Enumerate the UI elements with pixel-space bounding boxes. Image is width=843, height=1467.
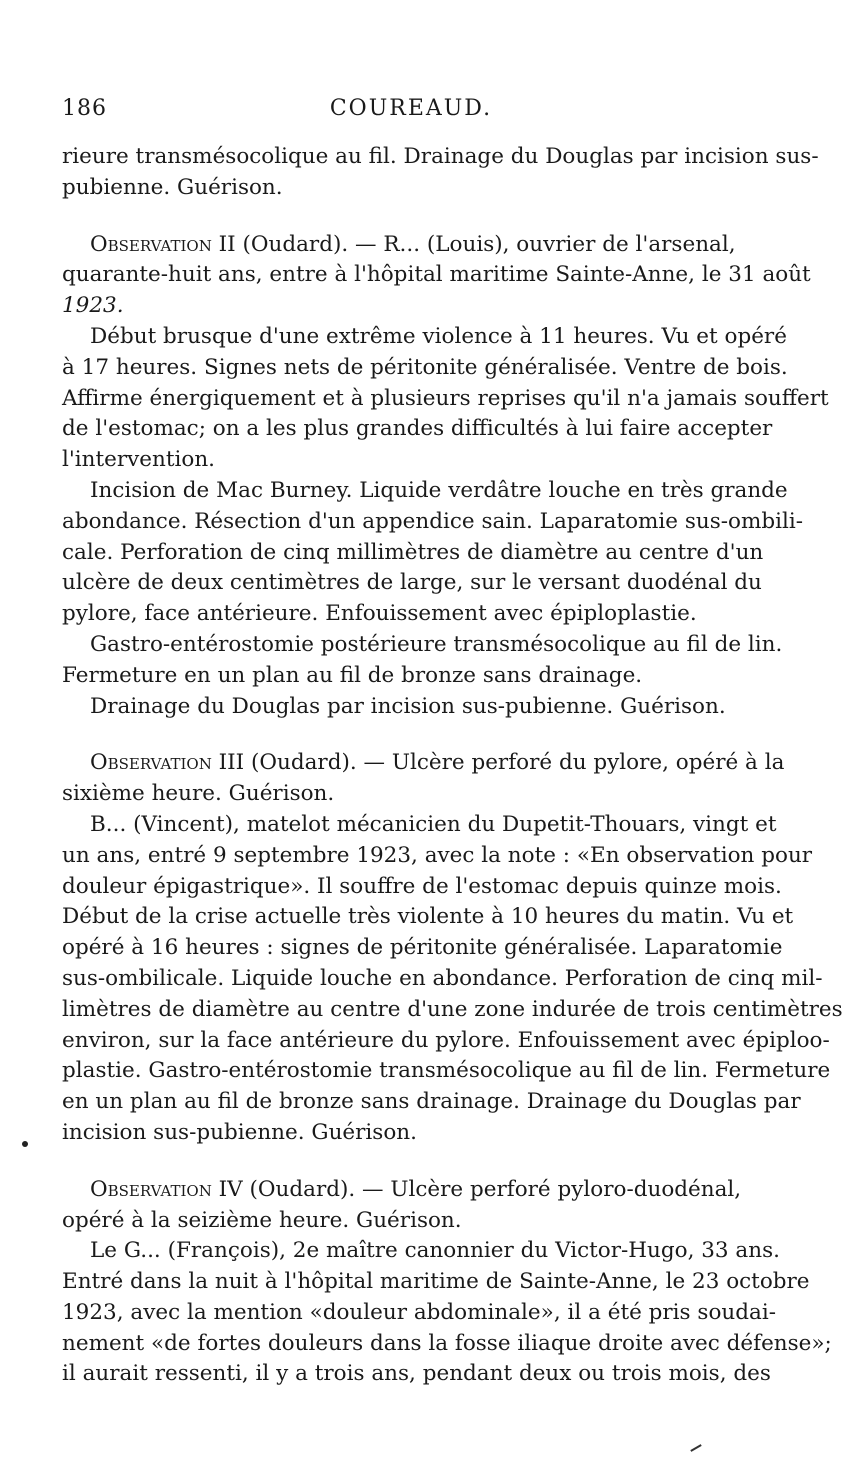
paragraph-gap [62,204,764,230]
pencil-mark [690,1444,701,1452]
page-body-text [62,142,843,1390]
text-line: Entré dans la nuit à l'hôpital maritime de Sainte-Anne, le 23 octobre [62,1269,810,1295]
text-line: 1923. [62,293,124,319]
text-line: pubienne. Guérison. [62,174,283,200]
paragraph-gap [62,722,764,748]
text-line: abondance. Résection d'un appendice sain. Laparatomie sus-ombili- [62,508,804,534]
page-number: 186 [62,96,107,121]
text-line: quarante-huit ans, entre à l'hôpital maritime Sainte-Anne, le 31 août [62,262,811,288]
text-line: rieure transmésocolique au fil. Drainage du Douglas par incision sus- [62,144,819,169]
text-line: Observation II (Oudard). — R... (Louis), ouvrier de l'arsenal, [90,231,736,257]
text-line: Drainage du Douglas par incision sus-pubienne. Guérison. [90,693,726,719]
text-line: nement «de fortes douleurs dans la fosse iliaque droite avec défense»; [62,1330,832,1356]
text-line: Affirme énergiquement et à plusieurs reprises qu'il n'a jamais souffert [62,385,829,411]
text-line: l'intervention. [62,447,216,473]
ink-spot [22,1141,28,1147]
text-line: un ans, entré 9 septembre 1923, avec la note : «En observation pour [62,842,813,868]
text-line: limètres de diamètre au centre d'une zone indurée de trois centimètres [62,996,843,1022]
text-line: 1923, avec la mention «douleur abdominale», il a été pris soudai- [62,1299,776,1325]
text-line: Début brusque d'une extrême violence à 11 heures. Vu et opéré [90,323,787,349]
paragraph-gap [62,1149,764,1175]
text-line: cale. Perforation de cinq millimètres de diamètre au centre d'un [62,539,764,565]
text-line: en un plan au fil de bronze sans drainage. Drainage du Douglas par [62,1089,801,1115]
text-line: Début de la crise actuelle très violente à 10 heures du matin. Vu et [62,904,794,930]
text-line: opéré à la seizième heure. Guérison. [62,1207,462,1233]
text-line: environ, sur la face antérieure du pylore. Enfouissement avec épiploo- [62,1027,830,1053]
text-line: incision sus-pubienne. Guérison. [62,1119,417,1145]
running-title: COUREAUD. [329,96,493,121]
text-line: Le G... (François), 2e maître canonnier du Victor-Hugo, 33 ans. [90,1238,780,1264]
text-line: douleur épigastrique». Il souffre de l'estomac depuis quinze mois. [62,873,782,899]
text-line: de l'estomac; on a les plus grandes difficultés à lui faire accepter [62,416,773,442]
text-line: à 17 heures. Signes nets de péritonite généralisée. Ventre de bois. [62,354,788,380]
text-line: Incision de Mac Burney. Liquide verdâtre louche en très grande [90,477,788,503]
text-line: pylore, face antérieure. Enfouissement avec épiploplastie. [62,601,697,627]
text-line: Fermeture en un plan au fil de bronze sans drainage. [62,662,643,688]
text-line: il aurait ressenti, il y a trois ans, pendant deux ou trois mois, des [62,1361,771,1387]
text-line: sixième heure. Guérison. [62,781,335,807]
text-line: B... (Vincent), matelot mécanicien du Dupetit-Thouars, vingt et [90,811,777,837]
text-line: ulcère de deux centimètres de large, sur le versant duodénal du [62,570,762,596]
text-line: opéré à 16 heures : signes de péritonite généralisée. Laparatomie [62,935,783,961]
text-line: Gastro-entérostomie postérieure transmésocolique au fil de lin. [90,631,783,657]
text-line: Observation III (Oudard). — Ulcère perforé du pylore, opéré à la [90,750,785,776]
text-line: plastie. Gastro-entérostomie transmésocolique au fil de lin. Fermeture [62,1058,831,1084]
text-line: Observation IV (Oudard). — Ulcère perforé pyloro-duodénal, [90,1176,742,1202]
text-line: sus-ombilicale. Liquide louche en abondance. Perforation de cinq mil- [62,965,823,991]
